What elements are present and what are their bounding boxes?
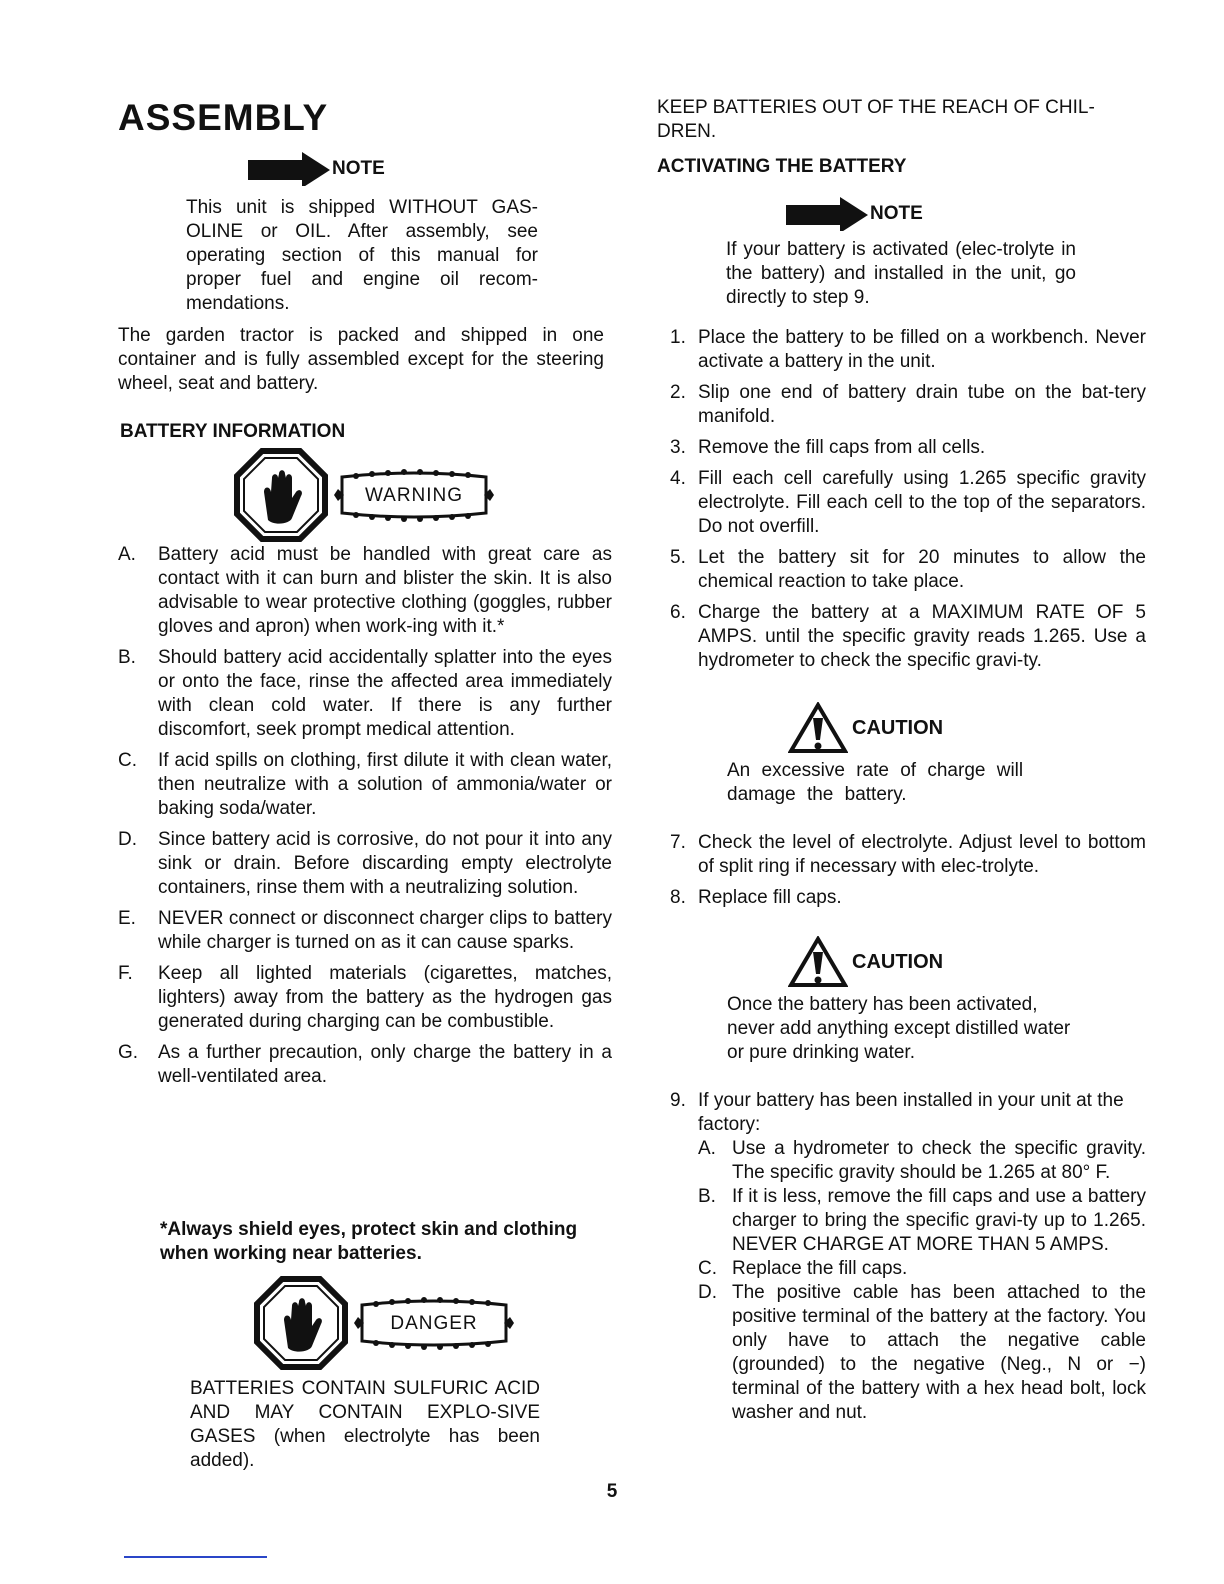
danger-sign: [254, 1276, 514, 1370]
step-9-sublist: [698, 1137, 1146, 1425]
list-item: A. Use a hydrometer to check the specific gravity. The specific gravity should be 1.265 at 80° F.: [698, 1138, 1146, 1183]
list-item: B. If it is less, remove the fill caps and use a battery charger to bring the specific gravi-ty up to 1.265. NEVER CHARGE AT MORE THAN 5 AMPS.: [698, 1186, 1146, 1255]
warning-badge: [334, 467, 494, 523]
caution-header: [788, 702, 943, 754]
page-number: 5: [606, 1481, 618, 1502]
note-label: NOTE: [870, 203, 923, 224]
note-header: [248, 152, 385, 186]
arrow-icon: [786, 197, 868, 231]
note-text: If your battery is activated (elec-trolyte in the battery) and installed in the unit, go directly to step 9.: [726, 239, 1076, 308]
hand-stop-icon: [234, 448, 328, 542]
list-item: D. The positive cable has been attached to the positive terminal of the battery at the factory. You only have to attach the negative cable (grounded) to the negative (Neg., N or −) terminal of the battery with a hex head bolt, lock washer and nut.: [698, 1282, 1146, 1423]
note-text: This unit is shipped WITHOUT GAS-OLINE or OIL. After assembly, see operating section of this manual for proper fuel and engine oil recom-mendations.: [186, 197, 538, 314]
danger-text: BATTERIES CONTAIN SULFURIC ACID AND MAY CONTAIN EXPLO-SIVE GASES (when electrolyte has been added).: [190, 1378, 540, 1471]
keep-away-text: KEEP BATTERIES OUT OF THE REACH OF CHIL-DREN.: [657, 97, 1095, 142]
danger-label: DANGER: [390, 1313, 478, 1334]
note-header: [786, 197, 923, 231]
warning-label: WARNING: [364, 485, 464, 506]
list-item: 1. Place the battery to be filled on a workbench. Never activate a battery in the unit.: [670, 327, 1146, 372]
caution-text: Once the battery has been activated, never add anything except distilled water or pure drinking water.: [727, 994, 1071, 1063]
caution-label: CAUTION: [852, 951, 944, 973]
list-item: G. As a further precaution, only charge the battery in a well-ventilated area.: [118, 1042, 612, 1087]
caution-header: [788, 936, 943, 988]
list-item: 2. Slip one end of battery drain tube on the bat-tery manifold.: [670, 382, 1146, 427]
triangle-exclamation-icon: [788, 936, 848, 988]
note-label: NOTE: [332, 158, 385, 179]
arrow-icon: [248, 152, 330, 186]
caution-text: An excessive rate of charge will damage the battery.: [727, 760, 1024, 805]
list-item: A. Battery acid must be handled with great care as contact with it can burn and blister the skin. It is also advisable to wear protective clothing (goggles, rubber gloves and apron) when work-ing with it.*: [118, 544, 612, 637]
list-item: C. Replace the fill caps.: [698, 1258, 908, 1279]
list-item: 7. Check the level of electrolyte. Adjust level to bottom of split ring if necessary with elec-trolyte.: [670, 832, 1146, 877]
activating-heading: ACTIVATING THE BATTERY: [657, 156, 907, 177]
intro-paragraph: The garden tractor is packed and shipped in one container and is fully assembled except for the steering wheel, seat and battery.: [118, 325, 604, 394]
list-item: F. Keep all lighted materials (cigarettes, matches, lighters) away from the battery as the hydrogen gas generated during charging can be combustible.: [118, 963, 612, 1032]
battery-info-heading: BATTERY INFORMATION: [120, 421, 346, 442]
danger-badge: [354, 1295, 514, 1351]
page-title: ASSEMBLY: [118, 97, 329, 138]
list-item: 3. Remove the fill caps from all cells.: [670, 437, 986, 458]
battery-warnings-list: [118, 543, 612, 1096]
triangle-exclamation-icon: [788, 702, 848, 754]
shield-note: *Always shield eyes, protect skin and clothing when working near batteries.: [160, 1219, 578, 1264]
activation-steps-list-continued: [670, 831, 1146, 917]
step-9: [670, 1089, 1146, 1425]
activation-steps-list: [670, 326, 1146, 680]
step-text: If your battery has been installed in your unit at the factory:: [698, 1090, 1124, 1135]
list-item: 5. Let the battery sit for 20 minutes to allow the chemical reaction to take place.: [670, 547, 1146, 592]
list-item: 6. Charge the battery at a MAXIMUM RATE OF 5 AMPS. until the specific gravity reads 1.265. Use a hydrometer to check the specific gravi-ty.: [670, 602, 1146, 671]
list-item: 4. Fill each cell carefully using 1.265 specific gravity electrolyte. Fill each cell to the top of the separators. Do not overfill.: [670, 468, 1146, 537]
list-item: D. Since battery acid is corrosive, do not pour it into any sink or drain. Before discarding empty electrolyte containers, rinse them with a neutralizing solution.: [118, 829, 612, 898]
list-item: E. NEVER connect or disconnect charger clips to battery while charger is turned on as it can cause sparks.: [118, 908, 612, 953]
list-item: B. Should battery acid accidentally splatter into the eyes or onto the face, rinse the affected area immediately with clean cold water. If there is any further discomfort, seek prompt medical attention.: [118, 647, 612, 740]
hand-stop-icon: [254, 1276, 348, 1370]
list-item: C. If acid spills on clothing, first dilute it with clean water, then neutralize with a solution of ammonia/water or baking soda/water.: [118, 750, 612, 819]
step-marker: 9.: [670, 1090, 686, 1111]
footer-rule: [124, 1556, 267, 1558]
list-item: 8. Replace fill caps.: [670, 887, 842, 908]
warning-sign: [234, 448, 494, 542]
caution-label: CAUTION: [852, 717, 944, 739]
